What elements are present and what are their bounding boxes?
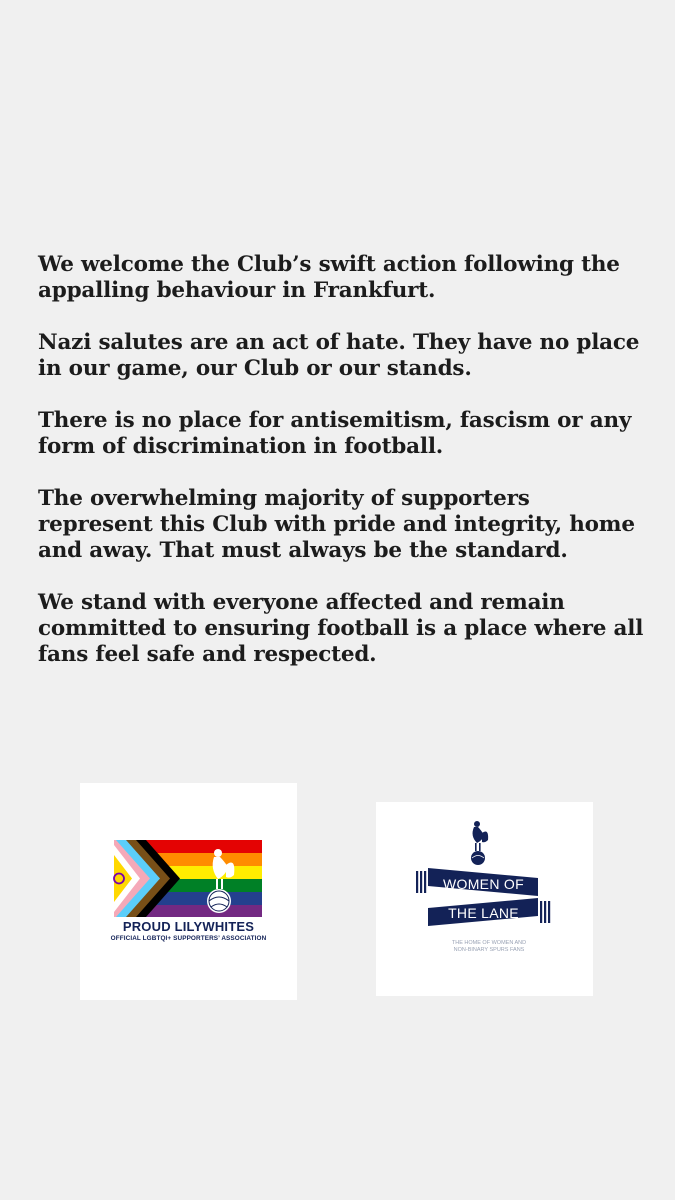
proud-lilywhites-logo: [80, 783, 297, 1000]
women-of-the-lane-logo: [376, 802, 593, 996]
statement-paragraph-4: The overwhelming majority of supporters represent this Club with pride and integrity, home and away. That must always be the standard.: [38, 486, 635, 563]
women-of-the-lane-tagline-1: THE HOME OF WOMEN AND: [451, 940, 527, 946]
statement-paragraph-5: We stand with everyone affected and remain committed to ensuring football is a place where all fans feel safe and respected.: [38, 590, 644, 667]
women-of-the-lane-line2: THE LANE: [448, 905, 519, 921]
proud-lilywhites-title: PROUD LILYWHITES: [122, 919, 255, 934]
women-of-the-lane-tagline-2: NON-BINARY SPURS FANS: [453, 947, 525, 953]
proud-lilywhites-subtitle: OFFICIAL LGBTQI+ SUPPORTERS’ ASSOCIATION: [110, 935, 267, 942]
statement-paragraph-2: Nazi salutes are an act of hate. They have no place in our game, our Club or our stands.: [38, 330, 640, 381]
statement-paragraph-3: There is no place for antisemitism, fascism or any form of discrimination in football.: [38, 408, 632, 459]
progress-pride-flag-icon: [80, 783, 297, 1000]
statement-paragraph-1: We welcome the Club’s swift action following the appalling behaviour in Frankfurt.: [38, 252, 620, 303]
women-of-the-lane-tagline: [414, 940, 564, 954]
scarf-cockerel-icon: [376, 802, 593, 996]
statement: [38, 252, 648, 694]
women-of-the-lane-line1: WOMEN OF: [443, 876, 524, 892]
